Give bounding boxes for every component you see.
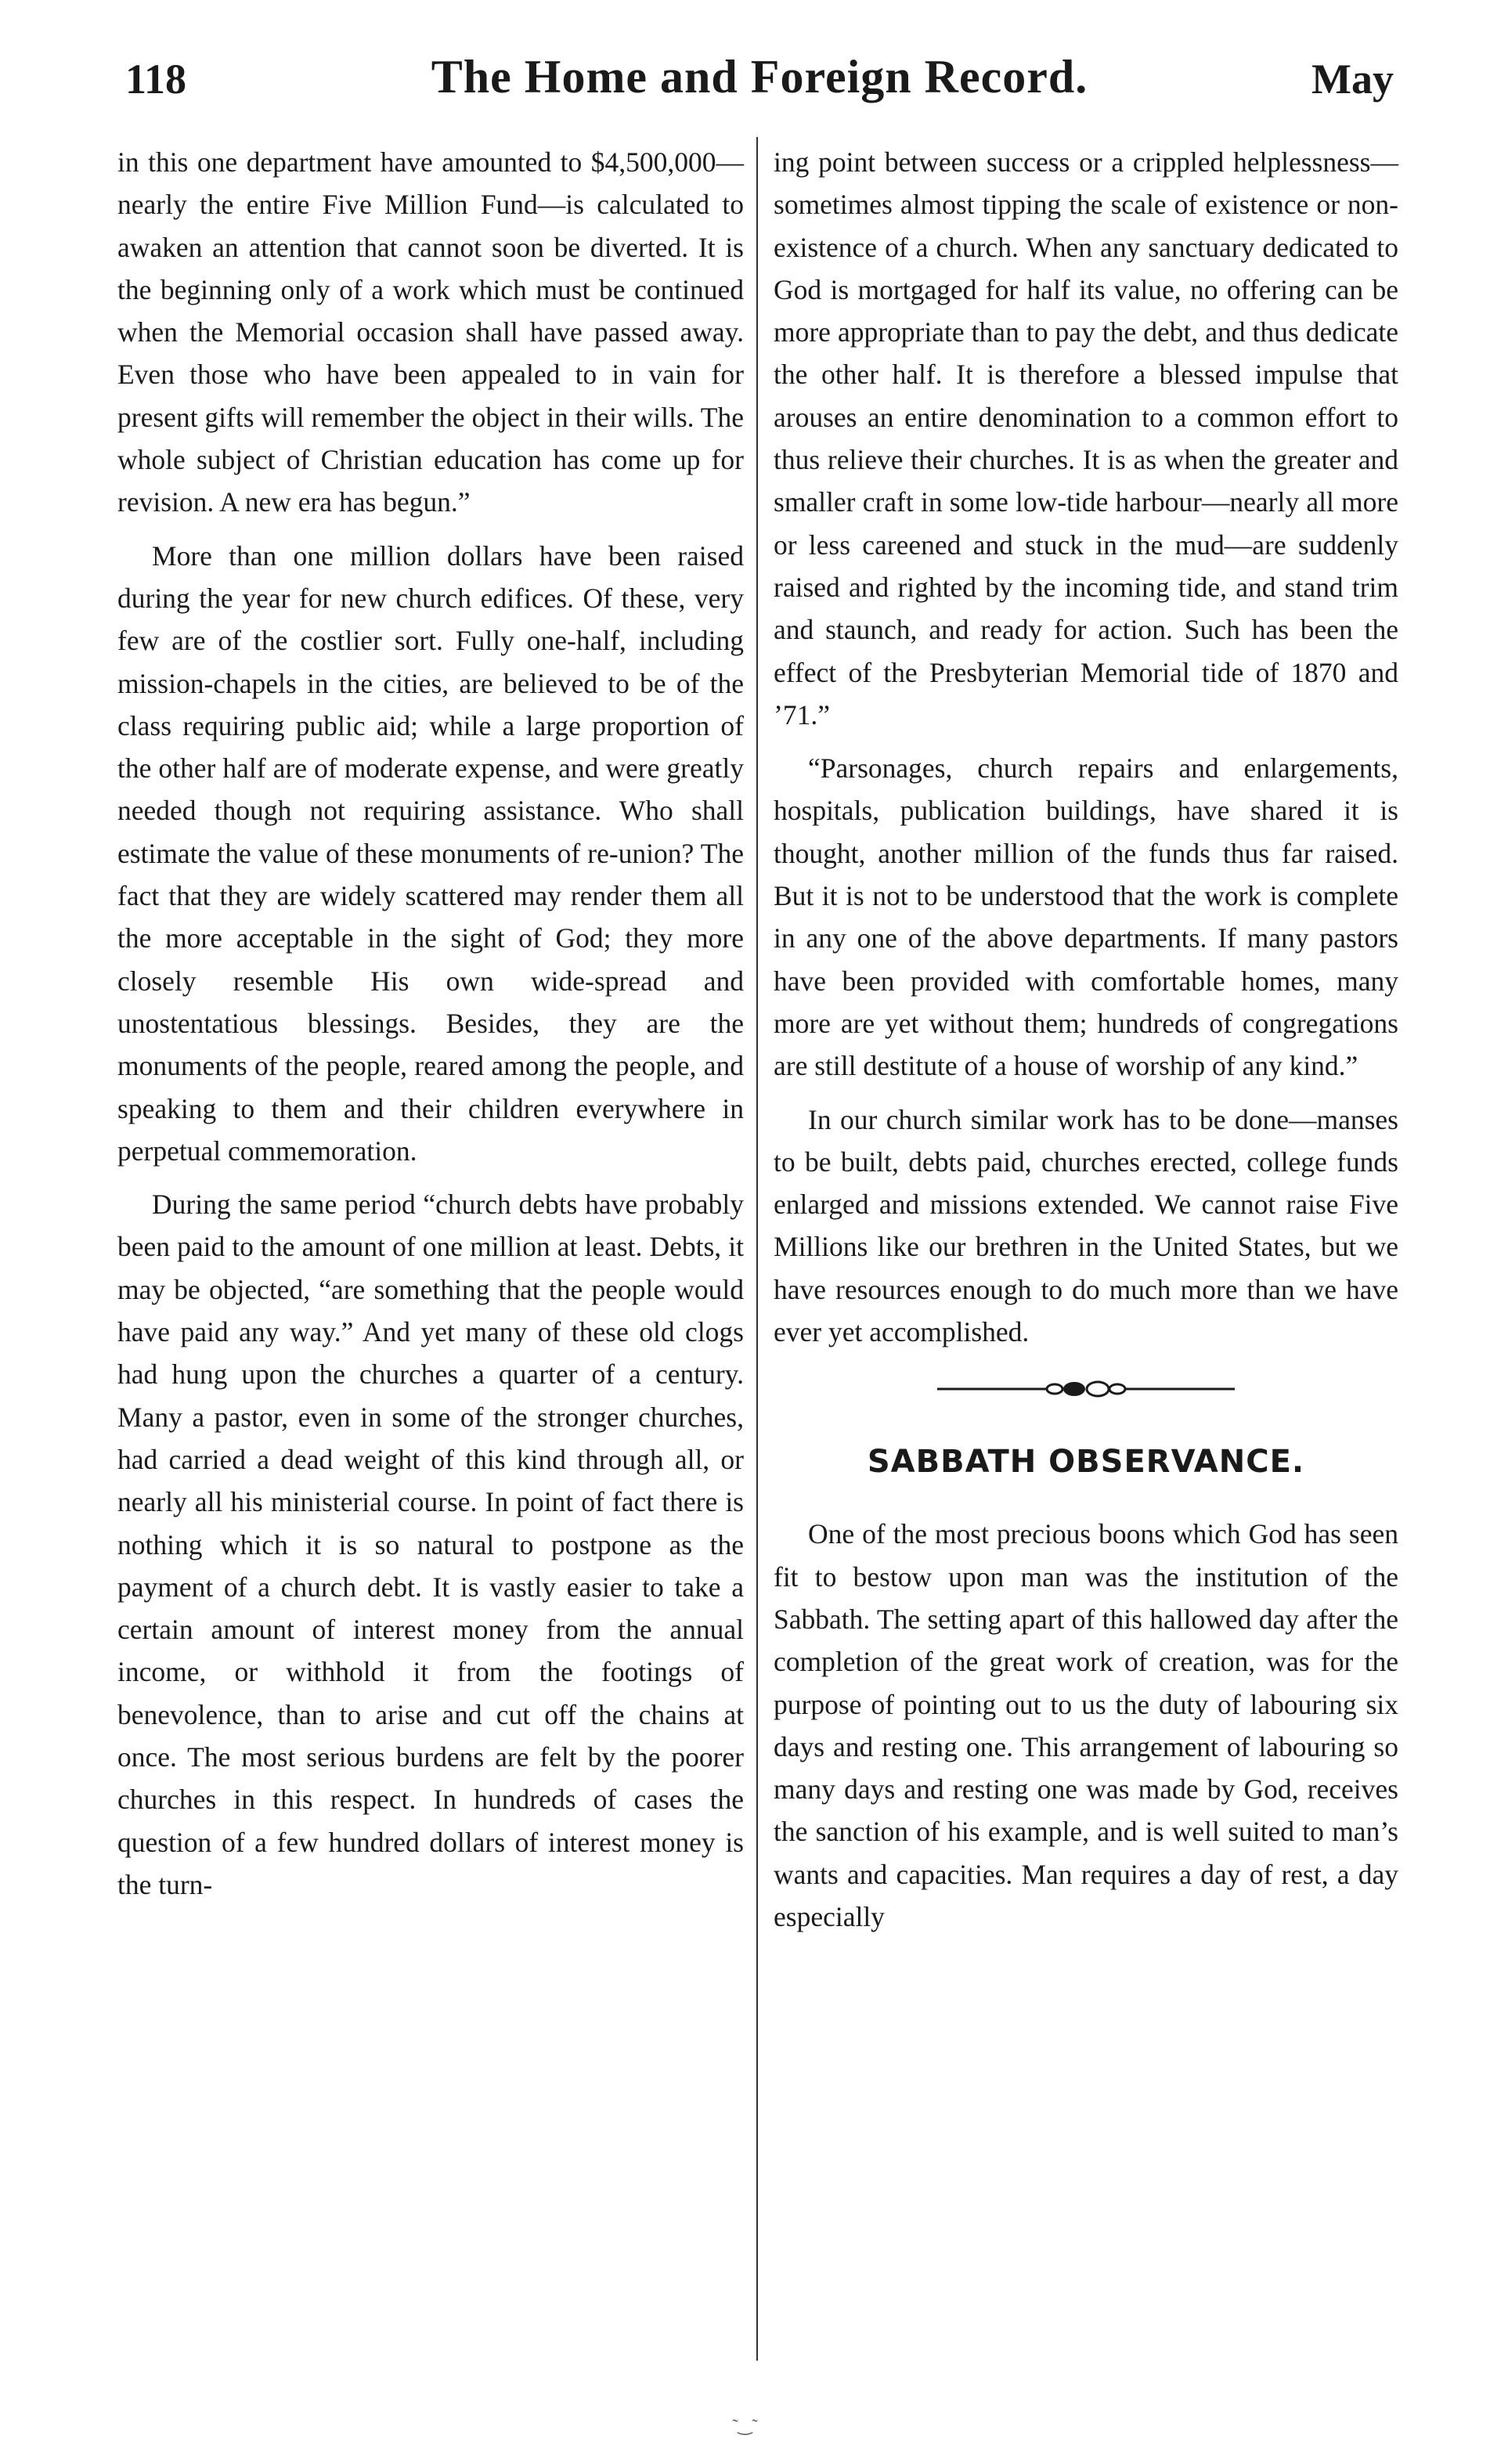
footer-mark: ˜‿˜ bbox=[732, 2415, 758, 2435]
page-header bbox=[117, 49, 1402, 119]
header-month: May bbox=[1311, 56, 1394, 103]
body-paragraph: One of the most precious boons which God has seen fit to bestow upon man was the institution of the Sabbath. The setting apart of this hallowed day after the completion of the great work of creation, was for the purpose of pointing out to us the duty of labouring six days and resting one. This arrangement of labouring so many days and resting one was made by God, receives the sanction of his example, and is well suited to man’s wants and capacities. Man requires a day of rest, a day especially bbox=[774, 1518, 1398, 1932]
scroll-divider-ornament-icon bbox=[774, 1373, 1398, 1416]
body-paragraph: During the same period “church debts have probably been paid to the amount of one million at least. Debts, it may be objected, “are something that the people would have paid any way.” And yet many of these old clogs had hung upon the churches a quarter of a century. Many a pastor, even in some of the stronger churches, had carried a dead weight of this kind through all, or nearly all his ministerial course. In point of fact there is nothing which it is so natural to postpone as the payment of a church debt. It is vastly easier to take a certain amount of interest money from the annual income, or withhold it from the footings of benevolence, than to arise and cut off the chains at once. The most serious burdens are felt by the poorer churches in this respect. In hundreds of cases the question of a few hundred dollars of interest money is the turn- bbox=[117, 1189, 744, 1900]
body-paragraph: In our church similar work has to be done—manses to be built, debts paid, churches erected, college funds enlarged and missions extended. We cannot raise Five Millions like our brethren in the United States, but we have resources enough to do much more than we have ever yet accomplished. bbox=[774, 1103, 1398, 1348]
body-paragraph: More than one million dollars have been raised during the year for new church edifices. Of these, very few are of the costlier sort. Fully one-half, including mission-chapels in the cities, are believed to be of the class requiring public aid; while a large proportion of the other half are of moderate expense, and were greatly needed though not requiring assistance. Who shall estimate the value of these monuments of re-union? The fact that they are widely scattered may render them all the more acceptable in the sight of God; they more closely resemble His own wide-spread and unostentatious blessings. Besides, they are the monuments of the people, reared among the people, and speaking to them and their children everywhere in perpetual commemoration. bbox=[117, 539, 744, 1167]
body-paragraph: “Parsonages, church repairs and enlargements, hospitals, publication buildings, have shared it is thought, another million of the funds thus far raised. But it is not to be understood that the work is complete in any one of the above departments. If many pastors have been provided with comfortable homes, many more are yet without them; hundreds of congregations are still destitute of a house of worship of any kind.” bbox=[774, 752, 1398, 1082]
body-paragraph: in this one department have amounted to $4,500,000—nearly the entire Five Million Fund—is calculated to awaken an attention that cannot soon be diverted. It is the beginning only of a work which must be continued when the Memorial occasion shall have passed away. Even those who have been appealed to in vain for present gifts will remember the object in their wills. The whole subject of Christian education has come up for revision. A new era has begun.” bbox=[117, 146, 744, 518]
left-column bbox=[117, 141, 744, 1917]
page-number: 118 bbox=[125, 56, 187, 103]
section-heading: SABBATH OBSERVANCE. bbox=[867, 1444, 1305, 1481]
column-divider bbox=[756, 137, 758, 2361]
running-title: The Home and Foreign Record. bbox=[431, 51, 1088, 103]
right-column bbox=[774, 141, 1398, 1949]
body-paragraph: ing point between success or a crippled helplessness—sometimes almost tipping the scale of existence or non-existence of a church. When any sanctuary dedicated to God is mortgaged for half its value, no offering can be more appropriate than to pay the debt, and thus dedicate the other half. It is therefore a blessed impulse that arouses an entire denomination to a common effort to thus relieve their churches. It is as when the greater and smaller craft in some low-tide harbour—nearly all more or less careened and stuck in the mud—are suddenly raised and righted by the incoming tide, and stand trim and staunch, and ready for action. Such has been the effect of the Presbyterian Memorial tide of 1870 and ’71.” bbox=[774, 146, 1398, 731]
